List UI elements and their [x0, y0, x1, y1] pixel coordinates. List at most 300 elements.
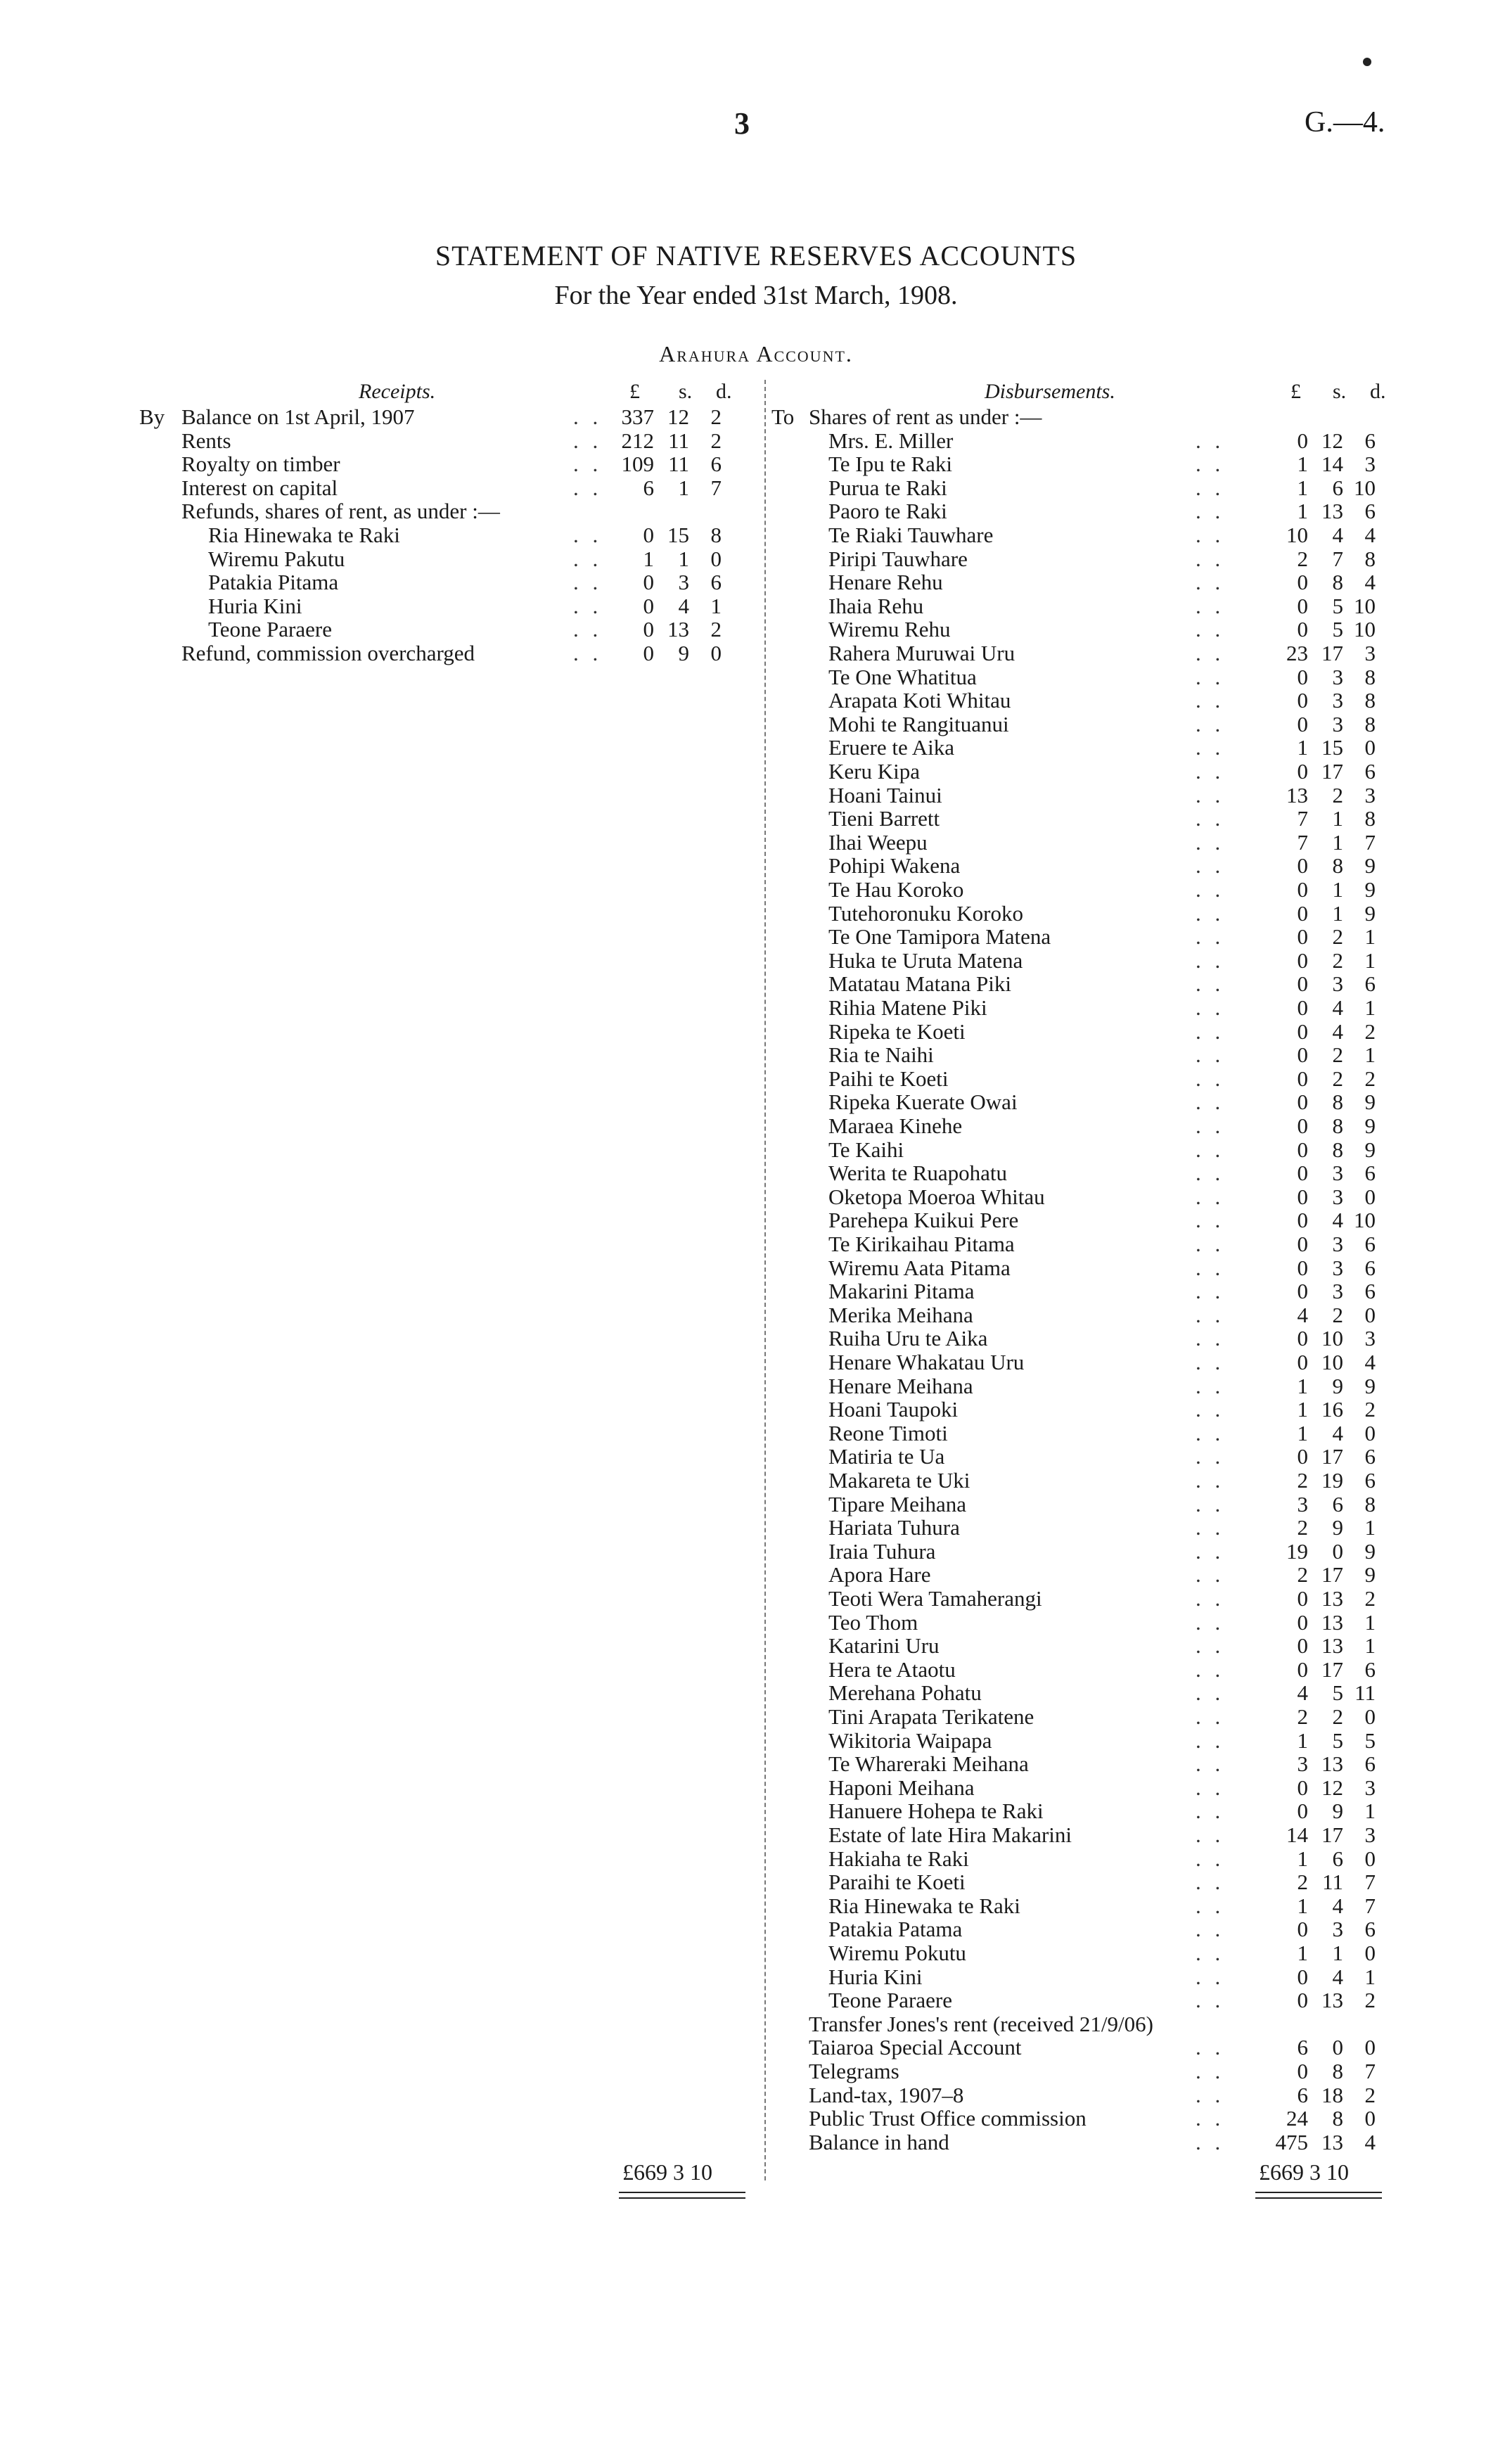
- amount-pence: 2: [1364, 1988, 1376, 2013]
- dot-leader: . .: [573, 428, 603, 453]
- dot-leader: . .: [1196, 1964, 1225, 1989]
- line-amount: [1266, 2059, 1378, 2083]
- amount-pence: 0: [1364, 1302, 1376, 1327]
- amount-shillings: 2: [1332, 1066, 1343, 1091]
- line-amount: [1266, 594, 1378, 618]
- amount-pence: 9: [1364, 1113, 1376, 1138]
- amount-pence: 6: [1364, 1751, 1376, 1777]
- amount-pounds: 1: [1297, 475, 1308, 500]
- disbursement-line: [0, 1917, 1512, 1941]
- amount-shillings: 12: [1321, 1775, 1343, 1800]
- dot-leader: . .: [1196, 2082, 1225, 2107]
- amount-pounds: 0: [1297, 1586, 1308, 1611]
- amount-shillings: 7: [1332, 546, 1343, 571]
- amount-pounds: 0: [1297, 688, 1308, 713]
- amount-pence: 6: [1364, 1468, 1376, 1493]
- line-amount: [1266, 1067, 1378, 1091]
- amount-shillings: 2: [1332, 1042, 1343, 1068]
- line-label: Mohi te Rangituanui: [828, 711, 1009, 736]
- dot-leader: . .: [1196, 2129, 1225, 2154]
- disbursement-line: [0, 1374, 1512, 1398]
- amount-shillings: 2: [1332, 924, 1343, 950]
- amount-pounds: 0: [1297, 1964, 1308, 1989]
- amount-pounds: 0: [643, 570, 654, 595]
- disbursement-line: [0, 972, 1512, 996]
- line-amount: [1266, 854, 1378, 878]
- line-amount: [1266, 1823, 1378, 1847]
- amount-pounds: 0: [1297, 924, 1308, 950]
- disbursement-line: [0, 1208, 1512, 1232]
- amount-pence: 6: [710, 570, 722, 595]
- amount-pounds: 109: [621, 452, 654, 477]
- amount-pence: 6: [1364, 1161, 1376, 1186]
- line-amount: [1266, 2036, 1378, 2059]
- amount-pounds: 4: [1297, 1680, 1308, 1706]
- amount-shillings: 1: [678, 546, 689, 571]
- dot-leader: . .: [1196, 1373, 1225, 1398]
- amount-pounds: 6: [1297, 2082, 1308, 2107]
- dot-leader: . .: [1196, 452, 1225, 477]
- line-amount: [1266, 618, 1378, 641]
- dot-leader: . .: [1196, 1822, 1225, 1847]
- dot-leader: . .: [573, 641, 603, 665]
- dot-leader: . .: [1196, 1799, 1225, 1824]
- line-amount: [1266, 405, 1378, 429]
- line-amount: [1266, 1847, 1378, 1871]
- amount-shillings: 8: [1332, 853, 1343, 879]
- amount-shillings: 3: [1332, 1184, 1343, 1209]
- dot-leader: . .: [1196, 735, 1225, 760]
- amount-pounds: 0: [1297, 995, 1308, 1020]
- amount-shillings: 6: [1332, 475, 1343, 500]
- amount-pence: 9: [1364, 853, 1376, 879]
- line-label: Piripi Tauwhare: [828, 546, 968, 571]
- disbursement-line: [0, 1138, 1512, 1162]
- line-label: Tutehoronuku Koroko: [828, 900, 1024, 926]
- dot-leader: . .: [1196, 641, 1225, 665]
- amount-shillings: 10: [1321, 1350, 1343, 1374]
- line-label: Tipare Meihana: [828, 1491, 967, 1516]
- disbursement-line: [0, 2131, 1512, 2154]
- line-amount: [1266, 1870, 1378, 1894]
- amount-pence: 7: [1364, 1870, 1376, 1895]
- dot-leader: . .: [1196, 1538, 1225, 1564]
- amount-shillings: 1: [1332, 829, 1343, 855]
- line-amount: [1266, 499, 1378, 523]
- amount-pence: 1: [1364, 1042, 1376, 1068]
- dot-leader: . .: [1196, 1633, 1225, 1659]
- amount-pounds: 0: [1297, 1656, 1308, 1682]
- disbursement-line: [0, 570, 1512, 594]
- line-amount: [1266, 1374, 1378, 1398]
- line-amount: [1266, 1020, 1378, 1044]
- dot-leader: . .: [1196, 1680, 1225, 1706]
- dot-leader: . .: [1196, 1751, 1225, 1777]
- amount-shillings: 3: [1332, 1279, 1343, 1304]
- line-amount: [1266, 1185, 1378, 1209]
- line-label: Paihi te Koeti: [828, 1066, 949, 1091]
- amount-shillings: 17: [1321, 1656, 1343, 1682]
- line-label: Te Riaki Tauwhare: [828, 523, 994, 547]
- amount-pounds: 0: [1297, 877, 1308, 902]
- amount-pounds: 0: [1297, 1917, 1308, 1942]
- amount-pounds: 2: [1297, 1562, 1308, 1588]
- amount-shillings: 2: [1332, 947, 1343, 973]
- disbursement-line: [0, 1611, 1512, 1635]
- line-label: Tini Arapata Terikatene: [828, 1704, 1034, 1729]
- amount-shillings: 3: [678, 570, 689, 595]
- dot-leader: . .: [573, 570, 603, 595]
- line-amount: [1266, 760, 1378, 784]
- disbursement-line: [0, 594, 1512, 618]
- amount-pence: 10: [1354, 1208, 1376, 1233]
- disbursement-line: [0, 1681, 1512, 1705]
- line-label: Iraia Tuhura: [828, 1538, 936, 1564]
- line-amount: [1266, 713, 1378, 736]
- line-label: Te One Tamipora Matena: [828, 924, 1051, 950]
- amount-shillings: 11: [1322, 1870, 1343, 1895]
- disbursement-line: [0, 1941, 1512, 1965]
- disbursement-line: [0, 1587, 1512, 1611]
- amount-pounds: 0: [1297, 1066, 1308, 1091]
- line-amount: [1266, 1752, 1378, 1776]
- amount-shillings: 3: [1332, 664, 1343, 689]
- line-amount: [1266, 2083, 1378, 2107]
- line-label: Te Kaihi: [828, 1137, 904, 1162]
- disbursements-total-rule: [1255, 2197, 1382, 2199]
- dot-leader: . .: [1196, 570, 1225, 595]
- amount-pounds: 2: [1297, 546, 1308, 571]
- line-label: Hariata Tuhura: [828, 1515, 960, 1540]
- print-speck: [1363, 58, 1371, 66]
- amount-pence: 1: [1364, 1515, 1376, 1540]
- amount-shillings: 11: [668, 428, 689, 453]
- disbursement-line: [0, 2083, 1512, 2107]
- line-label: Telegrams: [809, 2059, 899, 2083]
- line-label: Te Ipu te Raki: [828, 452, 953, 477]
- line-amount: [1266, 1917, 1378, 1941]
- dot-leader: . .: [1196, 617, 1225, 642]
- amount-pence: 7: [1364, 2059, 1376, 2083]
- amount-pence: 6: [1364, 1279, 1376, 1304]
- disbursement-line: [0, 1232, 1512, 1256]
- line-label: Reone Timoti: [828, 1420, 948, 1445]
- disbursements-heading: Disbursements.: [985, 380, 1115, 403]
- dot-leader: . .: [1196, 853, 1225, 879]
- amount-shillings: 3: [1332, 711, 1343, 736]
- line-label: Teoti Wera Tamaherangi: [828, 1586, 1042, 1611]
- amount-pounds: 7: [1297, 829, 1308, 855]
- line-label: Ruiha Uru te Aika: [828, 1326, 988, 1351]
- disbursement-line: [0, 1327, 1512, 1350]
- amount-shillings: 3: [1332, 1917, 1343, 1942]
- amount-pence: 6: [1364, 1232, 1376, 1256]
- amount-shillings: 17: [1321, 641, 1343, 665]
- line-amount: [1266, 1398, 1378, 1422]
- line-label: Parehepa Kuikui Pere: [828, 1208, 1019, 1233]
- amount-pence: 6: [1364, 428, 1376, 453]
- amount-shillings: 13: [667, 617, 689, 642]
- disbursement-line: [0, 1540, 1512, 1564]
- amount-pence: 0: [1364, 2035, 1376, 2060]
- dot-leader: . .: [1196, 1326, 1225, 1351]
- line-label: Keru Kipa: [828, 759, 920, 784]
- amount-pence: 3: [1364, 1775, 1376, 1800]
- dot-leader: . .: [1196, 924, 1225, 950]
- disbursement-line: [0, 1729, 1512, 1753]
- amount-pounds: 1: [1297, 735, 1308, 760]
- line-amount: [1266, 1090, 1378, 1114]
- dot-leader: . .: [1196, 1515, 1225, 1540]
- dot-leader: . .: [1196, 995, 1225, 1020]
- amount-pounds: 14: [1286, 1822, 1308, 1847]
- line-amount: [1266, 925, 1378, 949]
- amount-shillings: 4: [1332, 1018, 1343, 1044]
- amount-pence: 2: [710, 617, 722, 642]
- amount-pence: 5: [1364, 1727, 1376, 1753]
- amount-pence: 6: [710, 452, 722, 477]
- disbursement-line: [0, 618, 1512, 641]
- disbursements-total-rule: [1255, 2192, 1382, 2193]
- dot-leader: . .: [1196, 428, 1225, 453]
- line-amount: [1266, 1161, 1378, 1185]
- disbursement-line: [0, 1658, 1512, 1682]
- line-amount: [1266, 996, 1378, 1020]
- line-amount: [1266, 949, 1378, 973]
- line-label: Shares of rent as under :—: [809, 404, 1042, 429]
- amount-pence: 9: [1364, 1090, 1376, 1115]
- line-label: Refunds, shares of rent, as under :—: [181, 499, 500, 524]
- amount-pounds: 0: [1297, 971, 1308, 997]
- disbursements-pence-heading: d.: [1370, 380, 1386, 403]
- amount-shillings: 9: [1332, 1799, 1343, 1824]
- dot-leader: . .: [1196, 1161, 1225, 1186]
- amount-shillings: 13: [1321, 1751, 1343, 1777]
- amount-shillings: 3: [1332, 1232, 1343, 1256]
- amount-pence: 1: [1364, 1633, 1376, 1659]
- amount-pence: 3: [1364, 782, 1376, 807]
- disbursement-line: [0, 807, 1512, 831]
- dot-leader: . .: [1196, 1208, 1225, 1233]
- line-label: Rents: [181, 428, 231, 453]
- line-amount: [1266, 452, 1378, 476]
- disbursement-line: [0, 2107, 1512, 2131]
- amount-pence: 6: [1364, 1444, 1376, 1469]
- amount-pounds: 6: [1297, 2035, 1308, 2060]
- amount-shillings: 8: [1332, 2106, 1343, 2131]
- amount-pounds: 1: [1297, 1420, 1308, 1445]
- amount-pence: 6: [1364, 971, 1376, 997]
- line-amount: [1266, 547, 1378, 571]
- disbursement-line: [0, 499, 1512, 523]
- line-label: Oketopa Moeroa Whitau: [828, 1184, 1045, 1209]
- disbursement-line: [0, 996, 1512, 1020]
- disbursement-line: [0, 949, 1512, 973]
- line-label: Te Whareraki Meihana: [828, 1751, 1029, 1777]
- line-label: Henare Rehu: [828, 570, 943, 595]
- amount-pence: 8: [1364, 806, 1376, 831]
- line-label: Makarini Pitama: [828, 1279, 975, 1304]
- amount-pence: 0: [1364, 1846, 1376, 1871]
- dot-leader: . .: [1196, 877, 1225, 902]
- amount-pounds: 1: [1297, 1373, 1308, 1398]
- line-label: Wiremu Pokutu: [828, 1941, 966, 1965]
- amount-pounds: 3: [1297, 1491, 1308, 1516]
- line-label: Eruere te Aika: [828, 735, 955, 760]
- amount-pounds: 337: [621, 404, 654, 429]
- line-label: Matiria te Ua: [828, 1444, 945, 1469]
- amount-shillings: 8: [1332, 2059, 1343, 2083]
- line-amount: [1266, 1445, 1378, 1469]
- dot-leader: . .: [1196, 1444, 1225, 1469]
- line-amount: [1266, 1988, 1378, 2012]
- amount-pence: 0: [1364, 1420, 1376, 1445]
- line-amount: [1266, 972, 1378, 996]
- dot-leader: . .: [1196, 971, 1225, 997]
- amount-shillings: 10: [1321, 1326, 1343, 1351]
- amount-pence: 2: [1364, 1397, 1376, 1422]
- amount-pounds: 0: [1297, 947, 1308, 973]
- amount-pence: 0: [1364, 2106, 1376, 2131]
- disbursement-line: [0, 1422, 1512, 1445]
- receipts-pounds-heading: £: [629, 380, 640, 403]
- amount-pence: 0: [710, 641, 722, 665]
- line-label: Estate of late Hira Makarini: [828, 1822, 1072, 1847]
- dot-leader: . .: [1196, 664, 1225, 689]
- amount-pence: 2: [710, 428, 722, 453]
- dot-leader: . .: [1196, 1870, 1225, 1895]
- dot-leader: . .: [573, 404, 603, 429]
- dot-leader: . .: [1196, 1893, 1225, 1918]
- line-label: Patakia Pitama: [208, 570, 339, 595]
- amount-pounds: 0: [1297, 1609, 1308, 1635]
- line-amount: [1266, 1422, 1378, 1445]
- amount-pence: 1: [1364, 1964, 1376, 1989]
- amount-shillings: 2: [1332, 1302, 1343, 1327]
- amount-shillings: 13: [1321, 1988, 1343, 2013]
- amount-pence: 1: [1364, 995, 1376, 1020]
- line-label: Patakia Patama: [828, 1917, 963, 1942]
- line-label: Henare Meihana: [828, 1373, 973, 1398]
- dot-leader: . .: [1196, 947, 1225, 973]
- line-label: Huria Kini: [828, 1964, 923, 1989]
- line-label: Land-tax, 1907–8: [809, 2082, 964, 2107]
- line-amount: [1266, 570, 1378, 594]
- amount-pence: 9: [1364, 877, 1376, 902]
- disbursement-line: [0, 1563, 1512, 1587]
- dot-leader: . .: [1196, 1350, 1225, 1374]
- amount-shillings: 12: [667, 404, 689, 429]
- amount-shillings: 4: [1332, 995, 1343, 1020]
- disbursement-line: [0, 2036, 1512, 2059]
- amount-shillings: 9: [1332, 1515, 1343, 1540]
- disbursement-line: [0, 1894, 1512, 1918]
- line-label: Matatau Matana Piki: [828, 971, 1011, 997]
- dot-leader: . .: [1196, 782, 1225, 807]
- line-label: Apora Hare: [828, 1562, 931, 1588]
- disbursement-line: [0, 1350, 1512, 1374]
- line-amount: [1266, 1469, 1378, 1493]
- amount-pence: 0: [1364, 1941, 1376, 1965]
- dot-leader: . .: [1196, 2059, 1225, 2083]
- amount-pounds: 1: [643, 546, 654, 571]
- page-title: STATEMENT OF NATIVE RESERVES ACCOUNTS: [435, 240, 1077, 272]
- dot-leader: . .: [1196, 1279, 1225, 1304]
- line-prefix: To: [771, 404, 795, 429]
- amount-shillings: 13: [1321, 2129, 1343, 2154]
- amount-pounds: 1: [1297, 1846, 1308, 1871]
- amount-shillings: 4: [1332, 1964, 1343, 1989]
- amount-shillings: 4: [1332, 1420, 1343, 1445]
- amount-pence: 3: [1364, 452, 1376, 477]
- line-amount: [1266, 1303, 1378, 1327]
- line-label: Interest on capital: [181, 475, 338, 500]
- line-label: Arapata Koti Whitau: [828, 688, 1011, 713]
- dot-leader: . .: [1196, 1137, 1225, 1162]
- disbursement-line: [0, 2059, 1512, 2083]
- dot-leader: . .: [1196, 499, 1225, 524]
- dot-leader: . .: [1196, 1042, 1225, 1068]
- line-amount: [1266, 689, 1378, 713]
- dot-leader: . .: [1196, 546, 1225, 571]
- amount-shillings: 6: [1332, 1491, 1343, 1516]
- amount-pounds: 2: [1297, 1515, 1308, 1540]
- disbursement-line: [0, 1776, 1512, 1800]
- amount-pounds: 0: [1297, 1633, 1308, 1659]
- line-amount: [1266, 1256, 1378, 1280]
- line-amount: [1266, 1138, 1378, 1162]
- amount-pence: 9: [1364, 1373, 1376, 1398]
- line-label: Makareta te Uki: [828, 1468, 970, 1493]
- amount-pence: 8: [1364, 546, 1376, 571]
- amount-pence: 0: [710, 546, 722, 571]
- dot-leader: . .: [1196, 1656, 1225, 1682]
- disbursement-line: [0, 831, 1512, 855]
- amount-pounds: 212: [621, 428, 654, 453]
- amount-pounds: 1: [1297, 1727, 1308, 1753]
- amount-shillings: 9: [1332, 1373, 1343, 1398]
- amount-pence: 9: [1364, 1538, 1376, 1564]
- disbursement-line: [0, 1847, 1512, 1871]
- amount-shillings: 18: [1321, 2082, 1343, 2107]
- amount-pounds: 0: [1297, 1184, 1308, 1209]
- disbursement-line: [0, 1020, 1512, 1044]
- amount-pence: 6: [1364, 1917, 1376, 1942]
- line-label: Te Hau Koroko: [828, 877, 964, 902]
- disbursement-line: [0, 1043, 1512, 1067]
- amount-shillings: 8: [1332, 1090, 1343, 1115]
- amount-pence: 2: [1364, 1066, 1376, 1091]
- amount-shillings: 1: [1332, 900, 1343, 926]
- amount-pounds: 0: [643, 641, 654, 665]
- dot-leader: . .: [1196, 1066, 1225, 1091]
- line-label: Huria Kini: [208, 593, 302, 618]
- amount-pounds: 0: [1297, 593, 1308, 618]
- disbursement-line: [0, 1965, 1512, 1989]
- amount-pence: 0: [1364, 735, 1376, 760]
- dot-leader: . .: [1196, 759, 1225, 784]
- receipts-heading: Receipts.: [359, 380, 436, 403]
- line-label: Hera te Ataotu: [828, 1656, 956, 1682]
- line-amount: [1266, 2012, 1378, 2036]
- dot-leader: . .: [573, 546, 603, 571]
- amount-shillings: 17: [1321, 1562, 1343, 1588]
- disbursement-line: [0, 1870, 1512, 1894]
- amount-pounds: 1: [1297, 1893, 1308, 1918]
- amount-pounds: 0: [1297, 664, 1308, 689]
- line-label: Royalty on timber: [181, 452, 340, 477]
- line-label: Wiremu Pakutu: [208, 546, 345, 571]
